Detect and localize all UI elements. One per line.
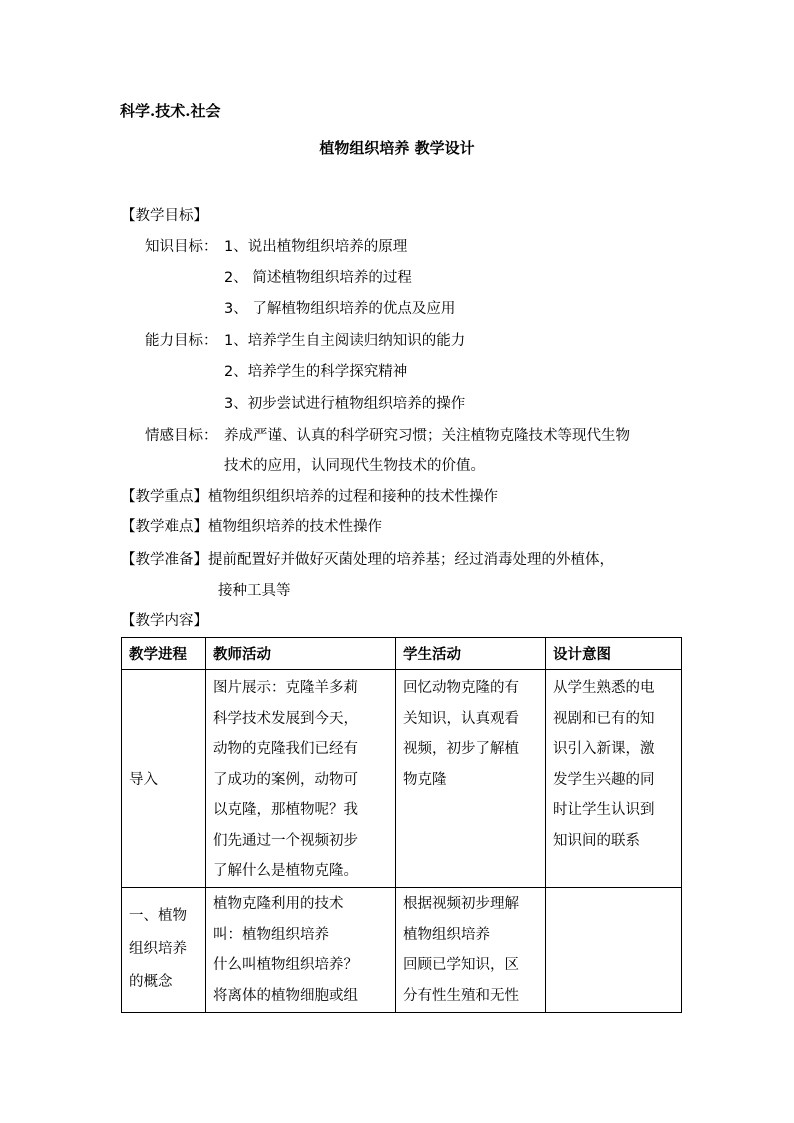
header-label: 科学.技术.社会 xyxy=(120,102,221,120)
row1-teacher-line: 了成功的案例，动物可 xyxy=(213,771,358,788)
row2-stage-line: 一、植物 xyxy=(129,908,187,924)
row1-student-line: 关知识，认真观看 xyxy=(403,710,519,727)
row1-intent-line: 从学生熟悉的电 xyxy=(553,680,655,696)
ability-item-1: 1、培养学生自主阅读归纳知识的能力 xyxy=(224,333,466,349)
key-point-label: 【教学重点】 xyxy=(121,489,208,505)
row1-teacher-line: 动物的克隆我们已经有 xyxy=(213,741,358,757)
header-teacher: 教师活动 xyxy=(206,638,396,670)
row2-student xyxy=(396,888,546,1013)
emotion-line-1: 养成严谨、认真的科学研究习惯；关注植物克隆技术等现代生物 xyxy=(224,428,630,444)
row2-teacher-line: 叫：植物组织培养 xyxy=(213,926,329,943)
content-heading: 【教学内容】 xyxy=(121,613,208,629)
table-row xyxy=(122,888,682,1013)
row2-student-line: 根据视频初步理解 xyxy=(403,896,519,912)
row2-stage-line: 的概念 xyxy=(129,974,173,990)
row2-teacher-line: 将离体的植物细胞或组 xyxy=(213,987,358,1004)
row1-intent-line: 知识间的联系 xyxy=(553,832,640,849)
row1-student-line: 视频，初步了解植 xyxy=(403,741,519,757)
row1-teacher-line: 科学技术发展到今天， xyxy=(213,710,358,727)
row2-teacher-line: 植物克隆利用的技术 xyxy=(213,896,344,912)
knowledge-item-3: 3、 了解植物组织培养的优点及应用 xyxy=(224,301,456,317)
row2-student-line: 回顾已学知识，区 xyxy=(403,957,519,973)
row2-intent xyxy=(546,888,682,1013)
header-stage: 教学进程 xyxy=(122,638,206,670)
table-row xyxy=(122,670,682,888)
row2-teacher-line: 什么叫植物组织培养？ xyxy=(213,957,358,973)
ability-item-2: 2、培养学生的科学探究精神 xyxy=(224,364,408,380)
key-point-text: 植物组织组织培养的过程和接种的技术性操作 xyxy=(208,489,498,505)
emotion-line-2: 技术的应用，认同现代生物技术的价值。 xyxy=(224,458,485,474)
emotion-label: 情感目标： xyxy=(145,428,218,444)
row1-student-line: 回忆动物克隆的有 xyxy=(403,680,519,696)
knowledge-item-2: 2、 简述植物组织培养的过程 xyxy=(224,270,412,286)
preparation-row xyxy=(121,550,614,570)
row1-intent-line: 发学生兴趣的同 xyxy=(553,771,655,788)
document-title: 植物组织培养 教学设计 xyxy=(319,139,475,157)
ability-label: 能力目标： xyxy=(145,333,218,349)
row1-teacher-line: 图片展示：克隆羊多莉 xyxy=(213,680,358,696)
row1-student-line: 物克隆 xyxy=(403,771,447,788)
ability-item-3: 3、初步尝试进行植物组织培养的操作 xyxy=(224,396,466,412)
row2-stage-line: 组织培养 xyxy=(129,941,187,957)
row1-intent xyxy=(546,670,682,888)
header-intent: 设计意图 xyxy=(546,638,682,670)
row1-teacher-line: 们先通过一个视频初步 xyxy=(213,832,358,849)
difficulty-label: 【教学难点】 xyxy=(121,519,208,535)
header-student: 学生活动 xyxy=(396,638,546,670)
preparation-label: 【教学准备】 xyxy=(121,552,208,568)
row2-student-line: 植物组织培养 xyxy=(403,926,490,943)
preparation-line-1: 提前配置好并做好灭菌处理的培养基；经过消毒处理的外植体， xyxy=(208,552,614,568)
row1-student xyxy=(396,670,546,888)
row2-stage xyxy=(122,888,206,1013)
row1-intent-line: 识引入新课，激 xyxy=(553,741,655,757)
key-point-row xyxy=(121,487,498,507)
row1-teacher xyxy=(206,670,396,888)
table-header-row xyxy=(122,638,682,670)
row2-teacher xyxy=(206,888,396,1013)
row2-student-line: 分有性生殖和无性 xyxy=(403,987,519,1004)
preparation-line-2: 接种工具等 xyxy=(218,583,291,599)
row1-teacher-line: 了解什么是植物克隆。 xyxy=(213,863,358,879)
knowledge-label: 知识目标： xyxy=(145,239,218,255)
difficulty-row xyxy=(121,517,382,537)
row1-teacher-line: 以克隆，那植物呢？我 xyxy=(213,802,358,818)
knowledge-item-1: 1、说出植物组织培养的原理 xyxy=(224,239,408,255)
lesson-table xyxy=(121,637,682,1013)
objectives-heading: 【教学目标】 xyxy=(121,208,208,224)
row1-intent-line: 时让学生认识到 xyxy=(553,802,655,818)
difficulty-text: 植物组织培养的技术性操作 xyxy=(208,519,382,535)
row1-stage: 导入 xyxy=(122,670,206,888)
row1-intent-line: 视剧和已有的知 xyxy=(553,710,655,727)
